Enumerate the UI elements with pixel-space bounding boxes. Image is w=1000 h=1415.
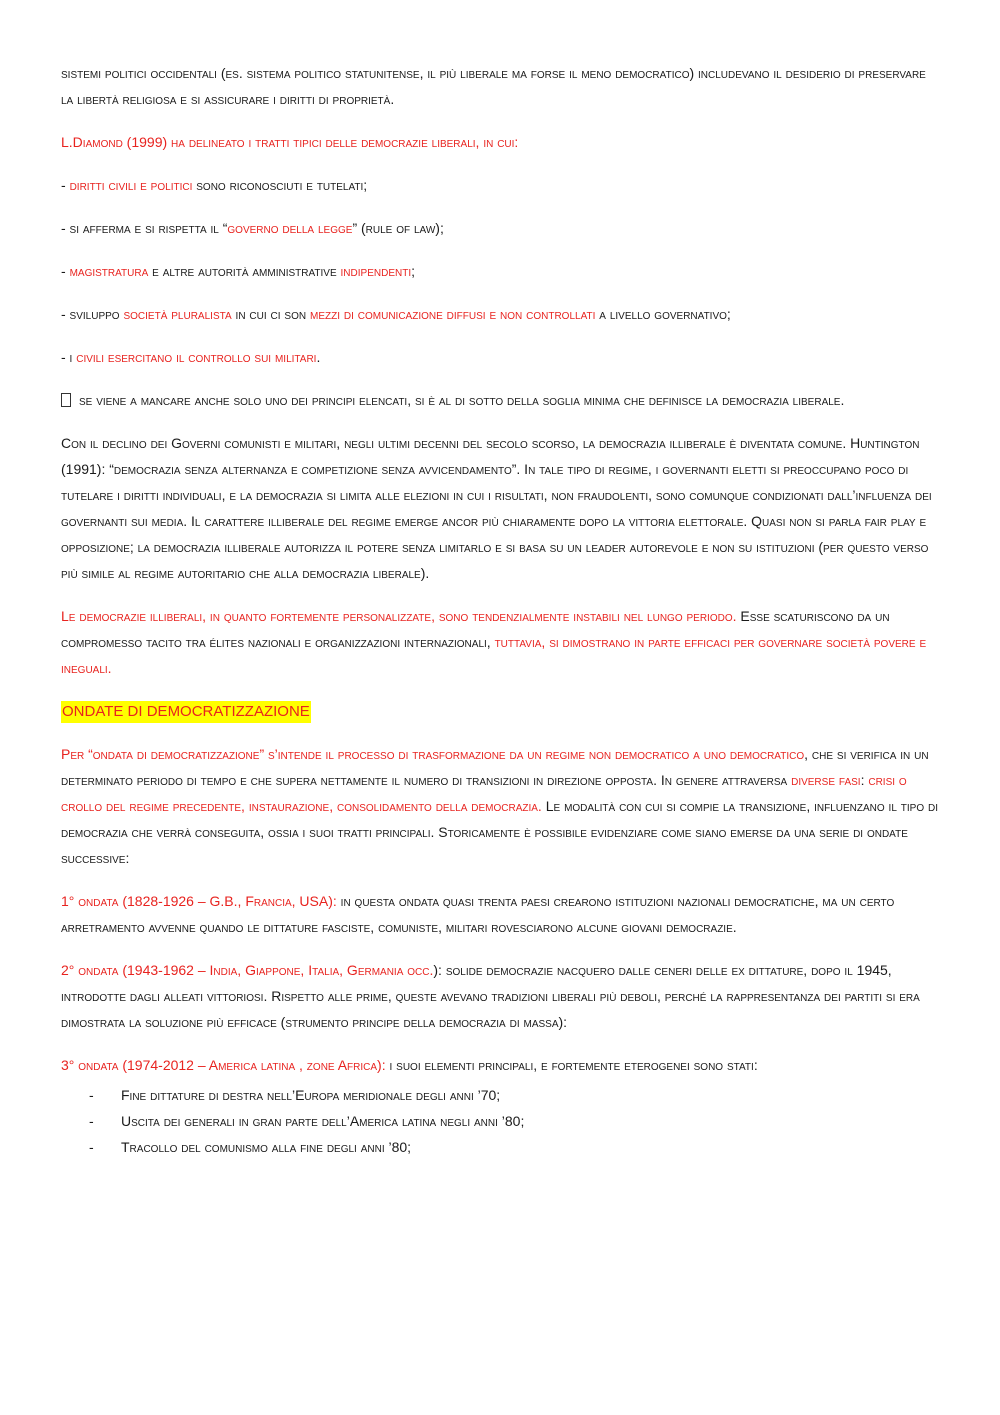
list-item-pluralism (61, 301, 941, 327)
text-highlight: società pluralista (123, 306, 232, 322)
paragraph-wave-1 (61, 888, 941, 940)
list-item-rule-of-law (61, 215, 941, 241)
wave-3-list (61, 1082, 941, 1160)
paragraph-intro: sistemi politici occidentali (es. sistema politico statunitense, il più liberale ma forse il meno democratico) includevano il desiderio di preservare la libertà religiosa e si assicurare i diritti di proprietà. (61, 65, 926, 107)
text-highlight: indipendenti (340, 263, 412, 279)
list-item-civil-control (61, 344, 941, 370)
text: a livello governativo; (595, 306, 731, 322)
paragraph-ondata-definition (61, 741, 941, 871)
wave-title: 1° ondata (1828-1926 – G.B., Francia, USA): (61, 893, 337, 909)
text: Esse scaturiscono da un compromesso tacito tra élites nazionali e organizzazioni internazionali, (61, 608, 890, 650)
diamond-intro: L.Diamond (1999) ha delineato i tratti tipici delle democrazie liberali, in cui: (61, 134, 519, 150)
arrow-right-icon (61, 393, 71, 407)
dash: - (61, 177, 70, 193)
dash: - (61, 263, 70, 279)
paragraph-instability (61, 603, 941, 681)
text: - si afferma e si rispetta il “ (61, 220, 228, 236)
text: se viene a mancare anche solo uno dei principi elencati, si è al di sotto della soglia minima che definisce la democrazia liberale. (79, 392, 845, 408)
text-highlight: diverse fasi (791, 772, 861, 788)
list-item-civil-rights (61, 172, 941, 198)
text: , che si verifica in un determinato periodo di tempo e che supera nettamente il numero di transizioni in direzione opposta. In genere attraversa (61, 746, 929, 788)
text: - sviluppo (61, 306, 124, 322)
text-highlight: crisi o crollo del regime precedente, instaurazione, consolidamento della democrazia. (61, 772, 907, 814)
list-item (89, 1134, 941, 1160)
dash: - (89, 1139, 94, 1155)
dash: - (89, 1087, 94, 1103)
list-item (89, 1108, 941, 1134)
list-item (89, 1082, 941, 1108)
text: Tracollo del comunismo alla fine degli anni ’80; (121, 1139, 412, 1155)
text: . (316, 349, 321, 365)
text-highlight: tuttavia, si dimostrano in parte efficaci per governare società povere e ineguali. (61, 634, 927, 676)
text: Fine dittature di destra nell’Europa meridionale degli anni ’70; (121, 1087, 501, 1103)
text-highlight: diritti civili e politici (69, 177, 193, 193)
text: in cui ci son (231, 306, 310, 322)
text: Le modalità con cui si compie la transizione, influenzano il tipo di democrazia che verrà conseguita, ossia i suoi tratti principali. Storicamente è possibile evidenziare come siano emerse da una serie di ondate successive: (61, 798, 939, 866)
text: e altre autorità amministrative (148, 263, 341, 279)
text: ; (411, 263, 415, 279)
paragraph-illiberal: Con il declino dei Governi comunisti e militari, negli ultimi decenni del secolo scorso, la democrazia illiberale è diventata comune. Huntington (1991): “democrazia senza alternanza e competizione senza avvicendamento”. In tale tipo di regime, i governanti eletti si preoccupano poco di tutelare i diritti individuali, e la democrazia si limita alle elezioni in cui i risultati, non fraudolenti, sono comunque condizionati dall’influenza dei governanti sui media. Il carattere illiberale del regime emerge ancor più chiaramente dopo la vittoria elettorale. Quasi non si parla fair play e opposizione; la democrazia illiberale autorizza il potere senza limitarlo e si basa su un leader autorevole e non su istituzioni (per questo verso più simile al regime autoritario che alla democrazia liberale). (61, 435, 932, 581)
text-highlight: Le democrazie illiberali, in quanto fortemente personalizzate, sono tendenzialmente instabili nel lungo periodo. (61, 608, 737, 624)
text: sono riconosciuti e tutelati; (192, 177, 368, 193)
list-item-judiciary (61, 258, 941, 284)
text: - i (61, 349, 77, 365)
text: ): solide democrazie nacquero dalle ceneri delle ex dittature, dopo il 1945, introdotte dagli alleati vittoriosi. Rispetto alle prime, queste avevano tradizioni liberali più deboli, perché la rappresentanza dei partiti si era dimostrata la soluzione più efficace (strumento principe della democrazia di massa): (61, 962, 920, 1030)
document-page (61, 60, 941, 1160)
text: : (860, 772, 869, 788)
section-heading: ONDATE DI DEMOCRATIZZAZIONE (61, 701, 311, 723)
paragraph-wave-3 (61, 1052, 941, 1078)
text-highlight: governo della legge (227, 220, 353, 236)
text: Uscita dei generali in gran parte dell’America latina negli anni ’80; (121, 1113, 525, 1129)
paragraph-wave-2 (61, 957, 941, 1035)
text-highlight: mezzi di comunicazione diffusi e non controllati (310, 306, 596, 322)
text-highlight: magistratura (69, 263, 149, 279)
text-highlight: Per “ondata di democratizzazione” s’intende il processo di trasformazione da un regime non democratico a uno democratico (61, 746, 805, 762)
text: in questa ondata quasi trenta paesi crearono istituzioni nazionali democratiche, ma un certo arretramento avvenne quando le dittature fasciste, comuniste, militari rovesciarono alcune giovani democrazie. (61, 893, 895, 935)
dash: - (89, 1113, 94, 1129)
note-threshold (61, 387, 941, 413)
section-heading-wrap (61, 698, 941, 724)
wave-title: 2° ondata (1943-1962 – India, Giappone, Italia, Germania occ. (61, 962, 434, 978)
text: i suoi elementi principali, e fortemente eterogenei sono stati: (385, 1057, 758, 1073)
wave-title: 3° ondata (1974-2012 – America latina , zone Africa): (61, 1057, 386, 1073)
text-highlight: civili esercitano il controllo sui militari (76, 349, 317, 365)
text: ” (rule of law); (352, 220, 444, 236)
